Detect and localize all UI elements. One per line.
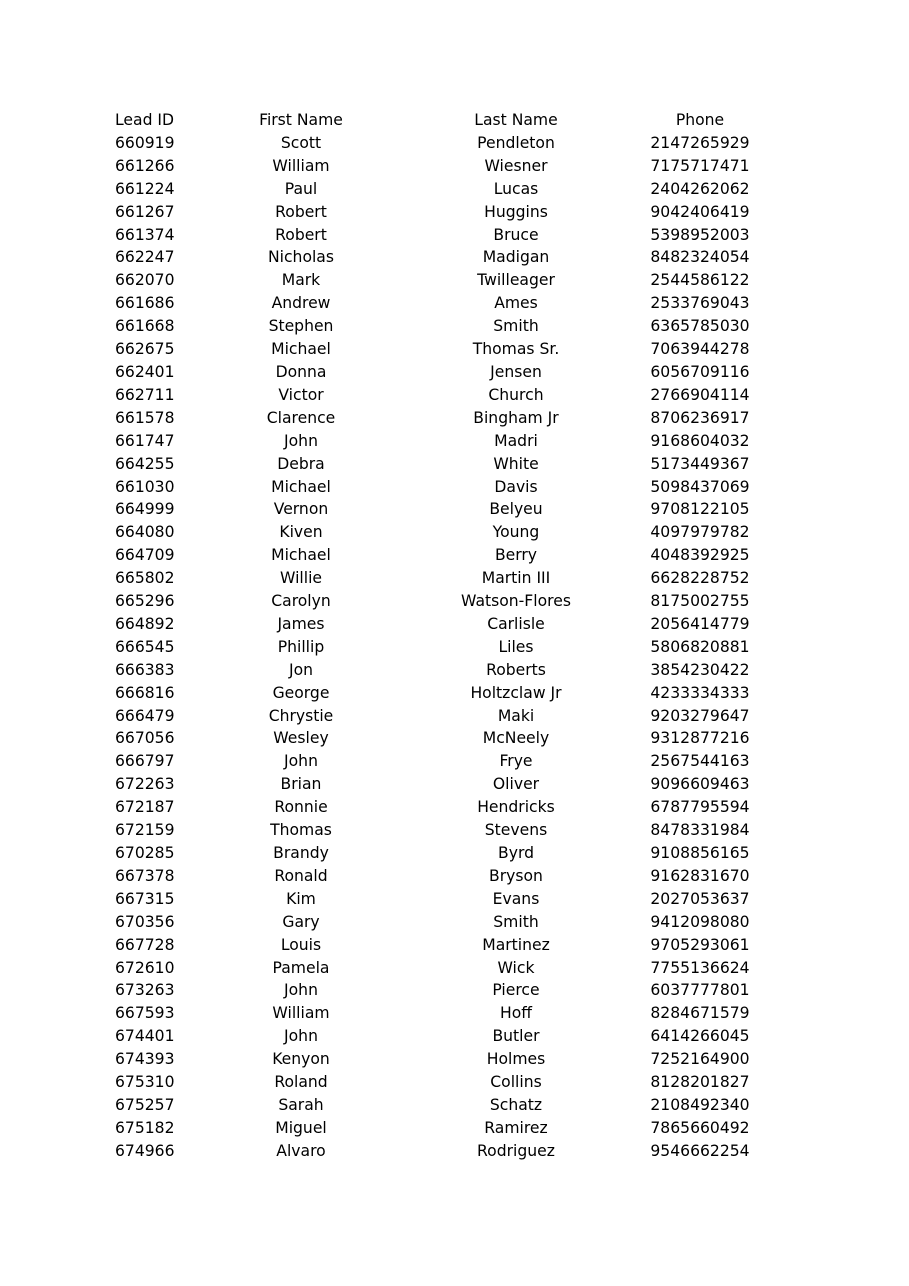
lead-id-cell: 661686 (115, 294, 175, 313)
lead-id-cell: 670285 (115, 844, 175, 862)
last-name-cell: Jensen (490, 362, 542, 381)
lead-id-cell: 670356 (115, 912, 175, 931)
last-name-cell: Holtzclaw Jr (470, 683, 562, 702)
table-row (0, 1071, 909, 1094)
first-name-cell: James (277, 614, 325, 633)
phone-cell: 2567544163 (650, 752, 750, 771)
last-name-cell: Oliver (492, 775, 540, 794)
first-name-cell: Andrew (271, 294, 331, 313)
first-name-cell: Pamela (272, 958, 330, 977)
first-name-cell: Willie (280, 569, 322, 588)
first-name-cell: George (272, 683, 330, 702)
first-name-cell: Kenyon (272, 1050, 330, 1069)
table-row (0, 1117, 909, 1140)
phone-cell: 9546662254 (650, 1141, 750, 1160)
first-name-cell: Robert (275, 225, 327, 244)
lead-id-cell: 675182 (115, 1118, 175, 1137)
lead-id-cell: 661267 (115, 202, 175, 221)
first-name-cell: Paul (284, 179, 318, 198)
table-row (0, 636, 909, 659)
first-name-cell: Thomas (270, 821, 332, 840)
first-name-cell: Donna (275, 362, 327, 381)
table-row (0, 659, 909, 682)
phone-cell: 8175002755 (650, 592, 750, 611)
phone-cell: 6365785030 (650, 317, 750, 336)
last-name-cell: Belyeu (489, 500, 543, 519)
table-row (0, 590, 909, 613)
phone-cell: 6414266045 (650, 1027, 750, 1046)
lead-id-cell: 672159 (115, 821, 175, 840)
table-row (0, 155, 909, 178)
table-row (0, 1048, 909, 1071)
lead-id-cell: 664709 (115, 546, 175, 565)
lead-id-cell: 674393 (115, 1050, 175, 1069)
first-name-cell: Ronnie (274, 798, 328, 817)
last-name-cell: Madri (494, 431, 538, 450)
last-name-cell: Schatz (489, 1095, 543, 1114)
first-name-cell: Debra (277, 454, 325, 473)
last-name-cell: Madigan (482, 248, 550, 267)
table-row (0, 682, 909, 705)
first-name-cell: Jon (288, 660, 314, 679)
first-name-cell: Nicholas (267, 248, 334, 267)
last-name-cell: Rodriguez (477, 1141, 555, 1160)
phone-cell: 2147265929 (650, 133, 750, 152)
phone-cell: 7252164900 (650, 1050, 750, 1069)
phone-cell: 9312877216 (650, 729, 750, 748)
table-row (0, 453, 909, 476)
table-row (0, 865, 909, 888)
lead-id-cell: 673263 (115, 981, 175, 1000)
last-name-cell: Evans (492, 889, 540, 908)
first-name-cell: Gary (282, 912, 320, 931)
last-name-cell: Roberts (486, 660, 546, 679)
lead-id-cell: 664999 (115, 500, 175, 519)
first-name-cell: Wesley (273, 729, 329, 748)
last-name-cell: Hendricks (477, 798, 555, 817)
header-lead-id: Lead ID (115, 111, 175, 129)
header-last-name: Last Name (474, 111, 558, 129)
phone-cell: 9042406419 (650, 202, 750, 221)
last-name-cell: Holmes (486, 1050, 546, 1069)
lead-id-cell: 662247 (115, 248, 175, 267)
last-name-cell: Church (488, 385, 544, 404)
table-row (0, 292, 909, 315)
phone-cell: 6037777801 (650, 981, 750, 1000)
phone-cell: 9108856165 (650, 844, 750, 862)
phone-cell: 2533769043 (650, 294, 750, 313)
first-name-cell: Sarah (278, 1095, 324, 1114)
table-row (0, 476, 909, 499)
lead-id-cell: 666479 (115, 706, 175, 725)
table-row (0, 705, 909, 728)
lead-id-cell: 662711 (115, 385, 175, 404)
phone-cell: 4048392925 (650, 546, 750, 565)
lead-id-cell: 662401 (115, 362, 175, 381)
lead-id-cell: 660919 (115, 133, 175, 152)
last-name-cell: Twilleager (477, 271, 555, 290)
table-row (0, 132, 909, 155)
last-name-cell: Watson-Flores (461, 592, 571, 611)
lead-id-cell: 661668 (115, 317, 175, 336)
table-row (0, 361, 909, 384)
first-name-cell: Alvaro (276, 1141, 326, 1160)
phone-cell: 9705293061 (650, 935, 750, 954)
leads-table (0, 109, 909, 1163)
lead-id-cell: 666383 (115, 660, 175, 679)
lead-id-cell: 665296 (115, 592, 175, 611)
lead-id-cell: 661578 (115, 408, 175, 427)
last-name-cell: Wiesner (484, 156, 548, 175)
phone-cell: 7175717471 (650, 156, 750, 175)
first-name-cell: John (284, 752, 318, 771)
phone-cell: 5398952003 (650, 225, 750, 244)
last-name-cell: Carlisle (487, 614, 545, 633)
table-row (0, 544, 909, 567)
first-name-cell: Miguel (275, 1118, 327, 1137)
lead-id-cell: 661374 (115, 225, 175, 244)
table-row (0, 521, 909, 544)
last-name-cell: Stevens (484, 821, 548, 840)
table-row (0, 567, 909, 590)
last-name-cell: White (493, 454, 539, 473)
table-row (0, 498, 909, 521)
table-row (0, 224, 909, 247)
last-name-cell: Pierce (492, 981, 540, 1000)
table-row (0, 979, 909, 1002)
table-row (0, 1140, 909, 1163)
last-name-cell: Berry (494, 546, 538, 565)
phone-cell: 8706236917 (650, 408, 750, 427)
phone-cell: 2544586122 (650, 271, 750, 290)
table-row (0, 201, 909, 224)
lead-id-cell: 667593 (115, 1004, 175, 1023)
lead-id-cell: 667378 (115, 866, 175, 885)
table-row (0, 819, 909, 842)
table-row (0, 750, 909, 773)
phone-cell: 9203279647 (650, 706, 750, 725)
first-name-cell: Carolyn (271, 592, 331, 611)
last-name-cell: Bryson (489, 866, 543, 885)
table-row (0, 613, 909, 636)
table-row (0, 1002, 909, 1025)
last-name-cell: Byrd (498, 844, 534, 862)
first-name-cell: Kim (286, 889, 316, 908)
table-row (0, 773, 909, 796)
lead-id-cell: 664080 (115, 523, 175, 542)
lead-id-cell: 666545 (115, 637, 175, 656)
lead-id-cell: 674401 (115, 1027, 175, 1046)
first-name-cell: Phillip (277, 637, 325, 656)
last-name-cell: Hoff (499, 1004, 532, 1023)
last-name-cell: McNeely (482, 729, 550, 748)
first-name-cell: Roland (274, 1073, 328, 1092)
lead-id-cell: 661224 (115, 179, 175, 198)
phone-cell: 2108492340 (650, 1095, 750, 1114)
phone-cell: 2056414779 (650, 614, 750, 633)
last-name-cell: Collins (490, 1073, 542, 1092)
phone-cell: 2027053637 (650, 889, 750, 908)
first-name-cell: Ronald (274, 866, 328, 885)
table-row (0, 269, 909, 292)
table-row (0, 430, 909, 453)
last-name-cell: Maki (497, 706, 535, 725)
phone-cell: 4097979782 (650, 523, 750, 542)
first-name-cell: Kiven (279, 523, 323, 542)
phone-cell: 9096609463 (650, 775, 750, 794)
last-name-cell: Wick (497, 958, 535, 977)
table-row (0, 407, 909, 430)
phone-cell: 9168604032 (650, 431, 750, 450)
lead-id-cell: 662675 (115, 340, 175, 359)
table-row (0, 178, 909, 201)
header-phone: Phone (675, 111, 725, 129)
lead-id-cell: 674966 (115, 1141, 175, 1160)
last-name-cell: Butler (492, 1027, 540, 1046)
last-name-cell: Bingham Jr (473, 408, 559, 427)
phone-cell: 8128201827 (650, 1073, 750, 1092)
phone-cell: 8482324054 (650, 248, 750, 267)
phone-cell: 9162831670 (650, 866, 750, 885)
lead-id-cell: 672187 (115, 798, 175, 817)
first-name-cell: Michael (271, 546, 331, 565)
lead-id-cell: 661030 (115, 477, 175, 496)
last-name-cell: Thomas Sr. (472, 340, 560, 359)
last-name-cell: Huggins (484, 202, 548, 221)
first-name-cell: Victor (278, 385, 324, 404)
phone-cell: 3854230422 (650, 660, 750, 679)
last-name-cell: Martin III (481, 569, 551, 588)
table-row (0, 1025, 909, 1048)
table-row (0, 888, 909, 911)
phone-cell: 2404262062 (650, 179, 750, 198)
lead-id-cell: 675257 (115, 1095, 175, 1114)
table-row (0, 338, 909, 361)
table-body (0, 132, 909, 1163)
phone-cell: 8284671579 (650, 1004, 750, 1023)
last-name-cell: Smith (493, 317, 539, 336)
phone-cell: 7865660492 (650, 1118, 750, 1137)
lead-id-cell: 662070 (115, 271, 175, 290)
phone-cell: 5098437069 (650, 477, 750, 496)
table-row (0, 934, 909, 957)
last-name-cell: Martinez (482, 935, 550, 954)
first-name-cell: John (284, 981, 318, 1000)
lead-id-cell: 672610 (115, 958, 175, 977)
lead-id-cell: 661266 (115, 156, 175, 175)
header-row (0, 109, 909, 132)
table-row (0, 315, 909, 338)
table-row (0, 842, 909, 865)
phone-cell: 6628228752 (650, 569, 750, 588)
last-name-cell: Frye (499, 752, 533, 771)
phone-cell: 5806820881 (650, 637, 750, 656)
lead-id-cell: 667728 (115, 935, 175, 954)
first-name-cell: Stephen (268, 317, 334, 336)
lead-id-cell: 661747 (115, 431, 175, 450)
header-first-name: First Name (259, 111, 343, 129)
phone-cell: 4233334333 (650, 683, 750, 702)
table-row (0, 1094, 909, 1117)
first-name-cell: Brian (280, 775, 322, 794)
phone-cell: 7755136624 (650, 958, 750, 977)
lead-id-cell: 666797 (115, 752, 175, 771)
last-name-cell: Ramirez (484, 1118, 548, 1137)
last-name-cell: Pendleton (477, 133, 555, 152)
first-name-cell: Clarence (266, 408, 336, 427)
lead-id-cell: 672263 (115, 775, 175, 794)
first-name-cell: Louis (280, 935, 322, 954)
first-name-cell: Brandy (273, 844, 329, 862)
first-name-cell: Michael (271, 340, 331, 359)
first-name-cell: Scott (280, 133, 322, 152)
last-name-cell: Davis (494, 477, 538, 496)
first-name-cell: John (284, 431, 318, 450)
phone-cell: 9708122105 (650, 500, 750, 519)
lead-id-cell: 665802 (115, 569, 175, 588)
lead-id-cell: 664255 (115, 454, 175, 473)
lead-id-cell: 664892 (115, 614, 175, 633)
table-row (0, 957, 909, 980)
first-name-cell: Michael (271, 477, 331, 496)
last-name-cell: Liles (498, 637, 534, 656)
phone-cell: 2766904114 (650, 385, 750, 404)
phone-cell: 8478331984 (650, 821, 750, 840)
lead-id-cell: 666816 (115, 683, 175, 702)
table-row (0, 727, 909, 750)
last-name-cell: Lucas (493, 179, 539, 198)
table-row (0, 796, 909, 819)
first-name-cell: Chrystie (268, 706, 334, 725)
lead-id-cell: 667315 (115, 889, 175, 908)
last-name-cell: Smith (493, 912, 539, 931)
lead-id-cell: 675310 (115, 1073, 175, 1092)
last-name-cell: Young (492, 523, 540, 542)
first-name-cell: Vernon (273, 500, 329, 519)
last-name-cell: Bruce (493, 225, 539, 244)
table-row (0, 911, 909, 934)
phone-cell: 5173449367 (650, 454, 750, 473)
first-name-cell: John (284, 1027, 318, 1046)
table-row (0, 384, 909, 407)
phone-cell: 6787795594 (650, 798, 750, 817)
first-name-cell: William (272, 1004, 330, 1023)
first-name-cell: Mark (281, 271, 321, 290)
phone-cell: 7063944278 (650, 340, 750, 359)
first-name-cell: William (272, 156, 330, 175)
phone-cell: 9412098080 (650, 912, 750, 931)
last-name-cell: Ames (494, 294, 538, 313)
first-name-cell: Robert (275, 202, 327, 221)
lead-id-cell: 667056 (115, 729, 175, 748)
table-row (0, 246, 909, 269)
phone-cell: 6056709116 (650, 362, 750, 381)
